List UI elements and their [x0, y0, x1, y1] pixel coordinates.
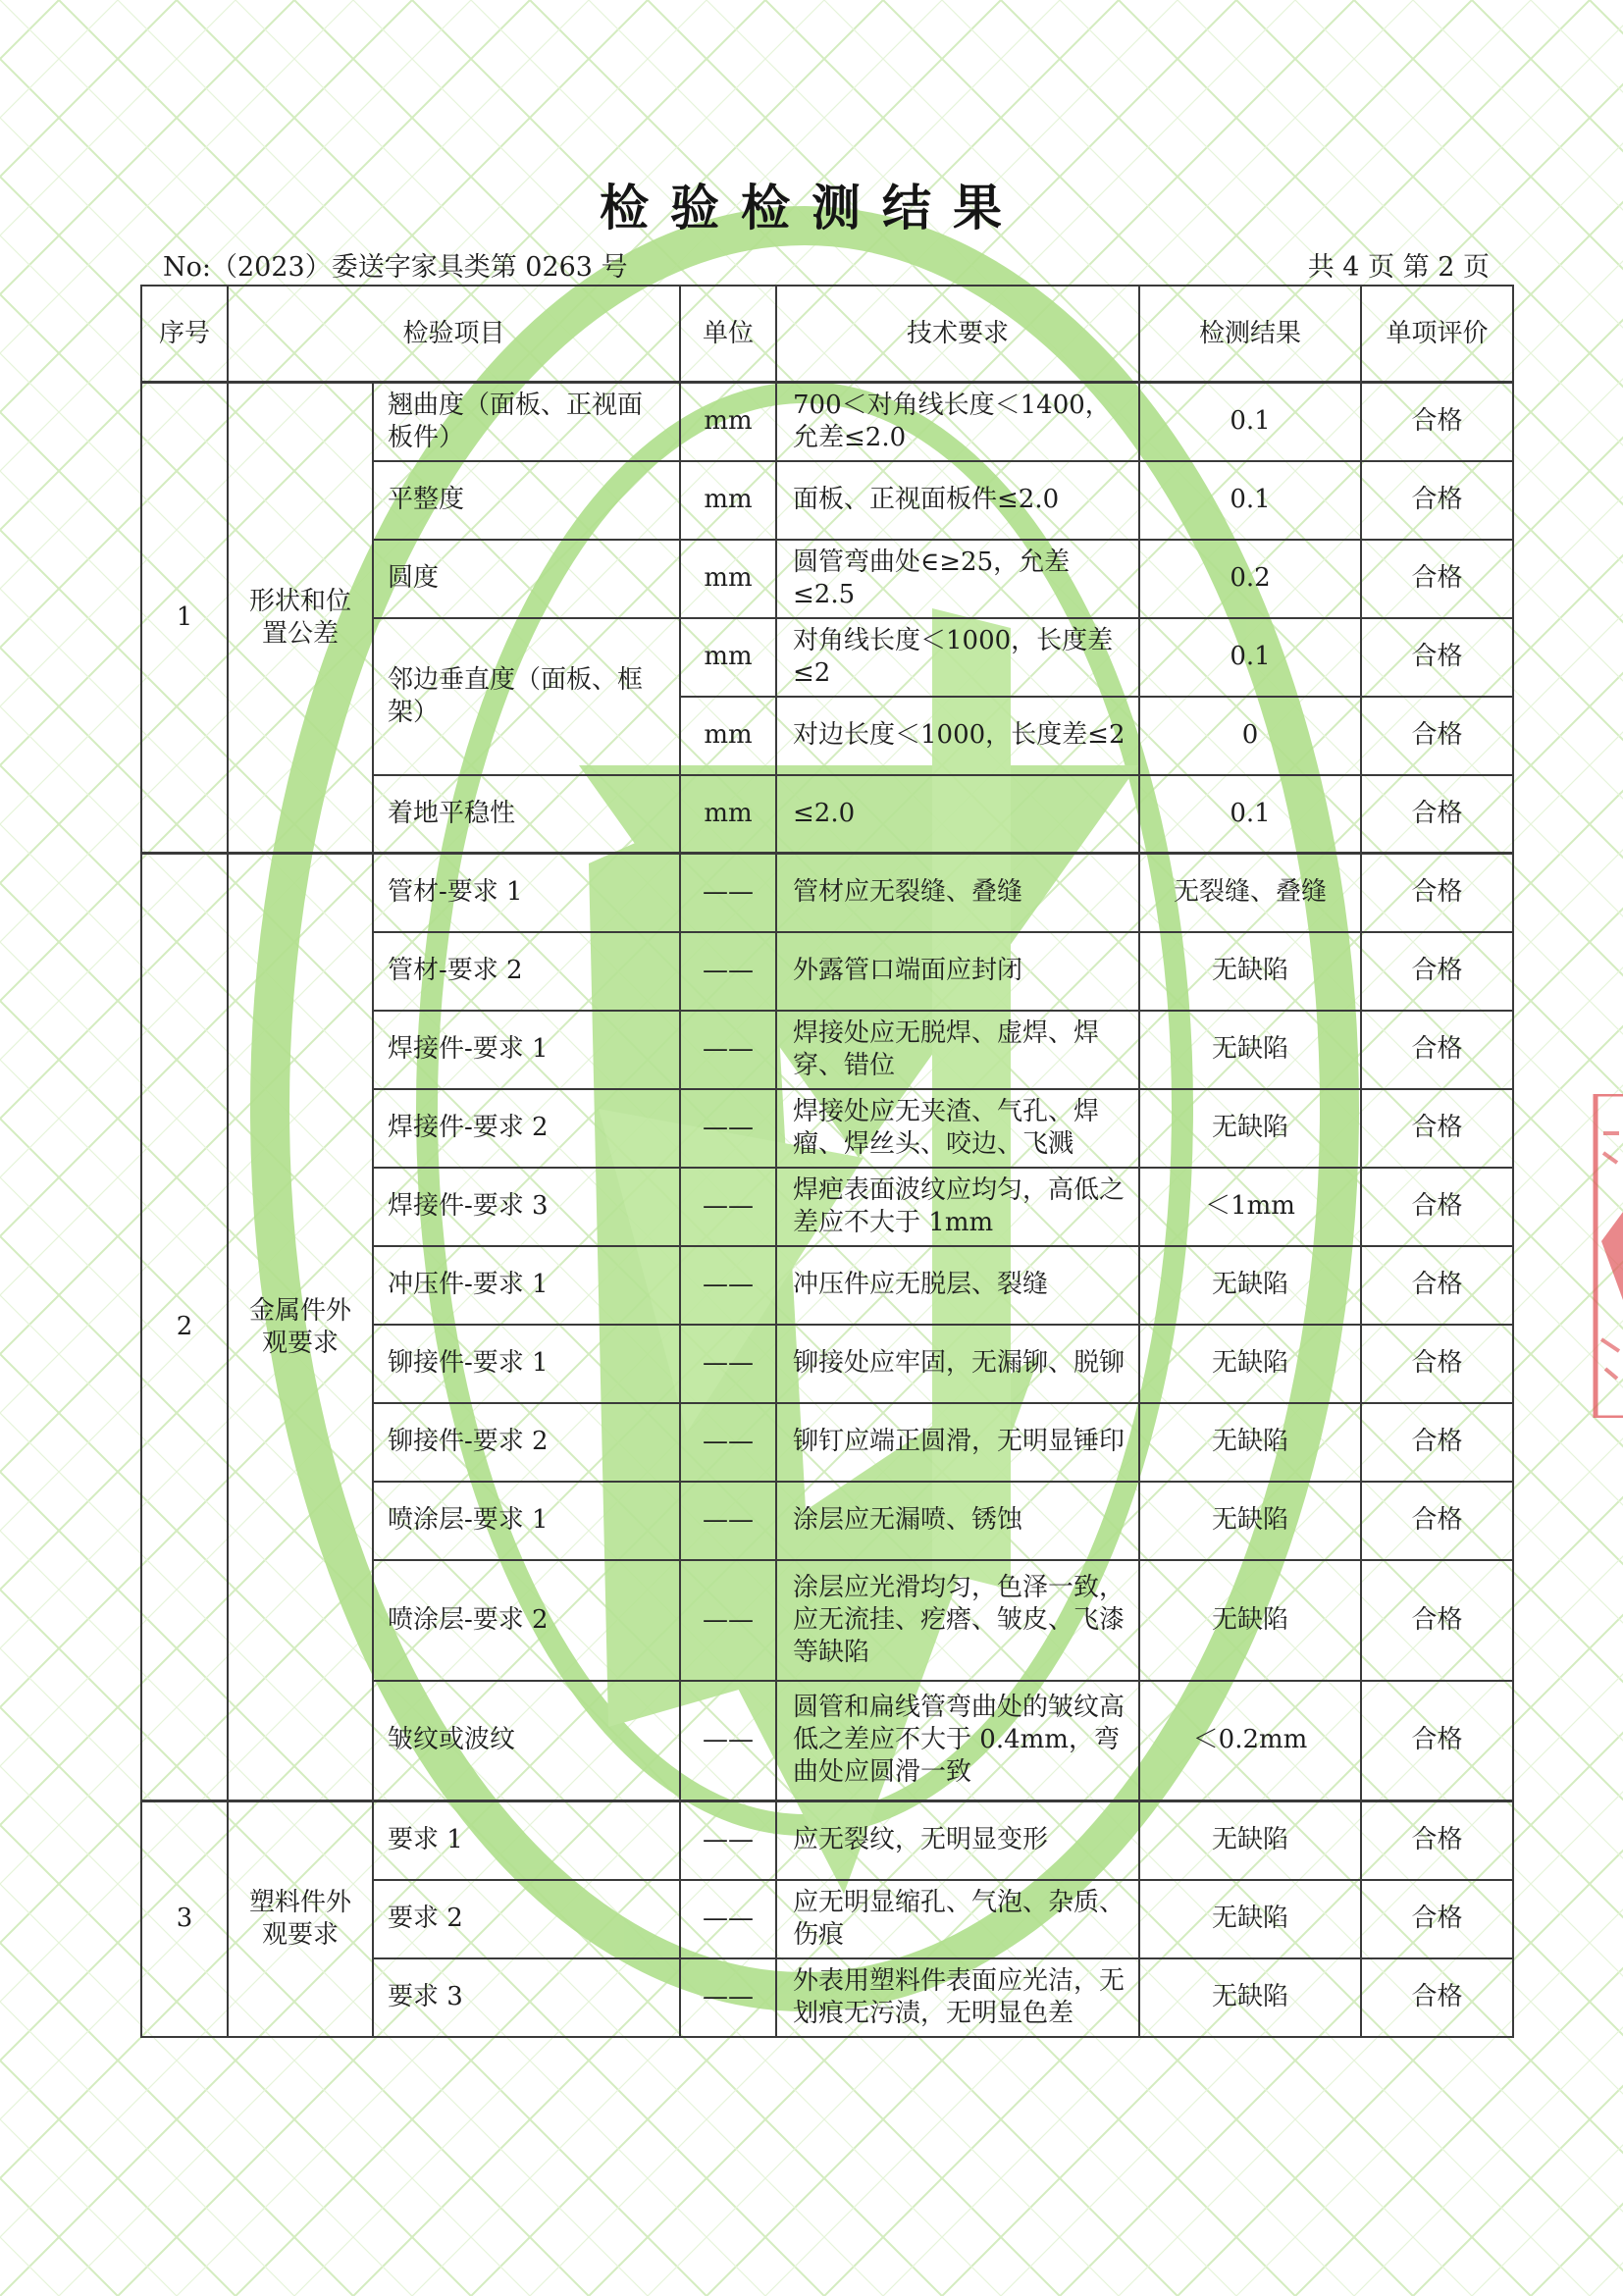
- col-header-evaluation: 单项评价: [1361, 286, 1513, 383]
- red-seal-fragment: [1590, 1094, 1623, 1418]
- item-cell: 皱纹或波纹: [373, 1681, 680, 1801]
- requirement-cell: 铆钉应端正圆滑，无明显锤印: [776, 1403, 1139, 1482]
- result-cell: 0.1: [1139, 383, 1361, 461]
- col-header-no: 序号: [141, 286, 228, 383]
- item-cell: 铆接件-要求 2: [373, 1403, 680, 1482]
- evaluation-cell: 合格: [1361, 1681, 1513, 1801]
- group-name: 形状和位置公差: [228, 383, 373, 854]
- evaluation-cell: 合格: [1361, 540, 1513, 618]
- unit-cell: ——: [680, 1681, 776, 1801]
- page-title: 检验检测结果: [600, 180, 1023, 236]
- result-cell: 无缺陷: [1139, 1880, 1361, 1958]
- result-cell: 无缺陷: [1139, 1482, 1361, 1560]
- table-header-row: [141, 286, 1513, 383]
- result-cell: 无缺陷: [1139, 1801, 1361, 1880]
- col-header-result: 检测结果: [1139, 286, 1361, 383]
- requirement-cell: 应无裂纹，无明显变形: [776, 1801, 1139, 1880]
- result-cell: ＜0.2mm: [1139, 1681, 1361, 1801]
- item-cell: 管材-要求 2: [373, 932, 680, 1011]
- report-number: No:（2023）委送字家具类第 0263 号: [163, 252, 628, 283]
- unit-cell: mm: [680, 383, 776, 461]
- item-cell: 邻边垂直度（面板、框架）: [373, 618, 680, 775]
- unit-cell: ——: [680, 1325, 776, 1403]
- item-cell: 冲压件-要求 1: [373, 1246, 680, 1325]
- result-cell: 无缺陷: [1139, 1011, 1361, 1089]
- result-cell: 无缺陷: [1139, 1246, 1361, 1325]
- evaluation-cell: 合格: [1361, 1880, 1513, 1958]
- item-cell: 管材-要求 1: [373, 854, 680, 932]
- item-cell: 圆度: [373, 540, 680, 618]
- unit-cell: ——: [680, 1089, 776, 1168]
- unit-cell: ——: [680, 1482, 776, 1560]
- results-table: [140, 285, 1514, 2038]
- evaluation-cell: 合格: [1361, 1801, 1513, 1880]
- evaluation-cell: 合格: [1361, 618, 1513, 697]
- item-cell: 喷涂层-要求 1: [373, 1482, 680, 1560]
- item-cell: 焊接件-要求 1: [373, 1011, 680, 1089]
- item-cell: 要求 1: [373, 1801, 680, 1880]
- item-cell: 铆接件-要求 1: [373, 1325, 680, 1403]
- evaluation-cell: 合格: [1361, 1958, 1513, 2037]
- item-cell: 翘曲度（面板、正视面板件）: [373, 383, 680, 461]
- requirement-cell: 涂层应无漏喷、锈蚀: [776, 1482, 1139, 1560]
- item-cell: 平整度: [373, 461, 680, 540]
- evaluation-cell: 合格: [1361, 1089, 1513, 1168]
- result-cell: 0.1: [1139, 461, 1361, 540]
- result-cell: 无缺陷: [1139, 1560, 1361, 1681]
- col-header-item: 检验项目: [228, 286, 680, 383]
- evaluation-cell: 合格: [1361, 1246, 1513, 1325]
- requirement-cell: 焊接处应无夹渣、气孔、焊瘤、焊丝头、咬边、飞溅: [776, 1089, 1139, 1168]
- unit-cell: mm: [680, 461, 776, 540]
- table-row: [141, 1801, 1513, 1880]
- result-cell: 无缺陷: [1139, 932, 1361, 1011]
- requirement-cell: 对边长度＜1000，长度差≤2: [776, 697, 1139, 775]
- result-cell: ＜1mm: [1139, 1168, 1361, 1246]
- result-cell: 无缺陷: [1139, 1403, 1361, 1482]
- requirement-cell: 700＜对角线长度＜1400，允差≤2.0: [776, 383, 1139, 461]
- result-cell: 无缺陷: [1139, 1325, 1361, 1403]
- item-cell: 喷涂层-要求 2: [373, 1560, 680, 1681]
- evaluation-cell: 合格: [1361, 697, 1513, 775]
- unit-cell: ——: [680, 1560, 776, 1681]
- evaluation-cell: 合格: [1361, 461, 1513, 540]
- group-no: 1: [141, 383, 228, 854]
- item-cell: 着地平稳性: [373, 775, 680, 854]
- evaluation-cell: 合格: [1361, 775, 1513, 854]
- table-row: [141, 854, 1513, 932]
- requirement-cell: 焊接处应无脱焊、虚焊、焊穿、错位: [776, 1011, 1139, 1089]
- evaluation-cell: 合格: [1361, 1325, 1513, 1403]
- group-name: 塑料件外观要求: [228, 1801, 373, 2037]
- requirement-cell: 管材应无裂缝、叠缝: [776, 854, 1139, 932]
- unit-cell: ——: [680, 1801, 776, 1880]
- group-no: 2: [141, 854, 228, 1801]
- result-cell: 无缺陷: [1139, 1958, 1361, 2037]
- group-name: 金属件外观要求: [228, 854, 373, 1801]
- unit-cell: ——: [680, 1880, 776, 1958]
- unit-cell: mm: [680, 540, 776, 618]
- requirement-cell: 对角线长度＜1000，长度差≤2: [776, 618, 1139, 697]
- evaluation-cell: 合格: [1361, 383, 1513, 461]
- item-cell: 焊接件-要求 2: [373, 1089, 680, 1168]
- item-cell: 要求 2: [373, 1880, 680, 1958]
- result-cell: 0.1: [1139, 775, 1361, 854]
- requirement-cell: 外露管口端面应封闭: [776, 932, 1139, 1011]
- evaluation-cell: 合格: [1361, 1560, 1513, 1681]
- evaluation-cell: 合格: [1361, 1168, 1513, 1246]
- unit-cell: mm: [680, 697, 776, 775]
- unit-cell: ——: [680, 1168, 776, 1246]
- requirement-cell: 焊疤表面波纹应均匀，高低之差应不大于 1mm: [776, 1168, 1139, 1246]
- result-cell: 0.2: [1139, 540, 1361, 618]
- evaluation-cell: 合格: [1361, 1011, 1513, 1089]
- requirement-cell: 面板、正视面板件≤2.0: [776, 461, 1139, 540]
- table-row: [141, 383, 1513, 461]
- evaluation-cell: 合格: [1361, 1482, 1513, 1560]
- unit-cell: mm: [680, 775, 776, 854]
- group-no: 3: [141, 1801, 228, 2037]
- col-header-unit: 单位: [680, 286, 776, 383]
- item-cell: 要求 3: [373, 1958, 680, 2037]
- unit-cell: mm: [680, 618, 776, 697]
- result-cell: 无缺陷: [1139, 1089, 1361, 1168]
- unit-cell: ——: [680, 1958, 776, 2037]
- unit-cell: ——: [680, 932, 776, 1011]
- requirement-cell: 涂层应光滑均匀，色泽一致，应无流挂、疙瘩、皱皮、飞漆等缺陷: [776, 1560, 1139, 1681]
- evaluation-cell: 合格: [1361, 1403, 1513, 1482]
- evaluation-cell: 合格: [1361, 932, 1513, 1011]
- evaluation-cell: 合格: [1361, 854, 1513, 932]
- requirement-cell: ≤2.0: [776, 775, 1139, 854]
- item-cell: 焊接件-要求 3: [373, 1168, 680, 1246]
- requirement-cell: 铆接处应牢固，无漏铆、脱铆: [776, 1325, 1139, 1403]
- requirement-cell: 圆管弯曲处∈≥25，允差≤2.5: [776, 540, 1139, 618]
- requirement-cell: 外表用塑料件表面应光洁，无划痕无污渍，无明显色差: [776, 1958, 1139, 2037]
- result-cell: 无裂缝、叠缝: [1139, 854, 1361, 932]
- unit-cell: ——: [680, 1246, 776, 1325]
- result-cell: 0.1: [1139, 618, 1361, 697]
- page-indicator: 共 4 页 第 2 页: [1307, 252, 1490, 283]
- unit-cell: ——: [680, 1403, 776, 1482]
- requirement-cell: 圆管和扁线管弯曲处的皱纹高低之差应不大于 0.4mm，弯曲处应圆滑一致: [776, 1681, 1139, 1801]
- result-cell: 0: [1139, 697, 1361, 775]
- col-header-requirement: 技术要求: [776, 286, 1139, 383]
- unit-cell: ——: [680, 1011, 776, 1089]
- requirement-cell: 冲压件应无脱层、裂缝: [776, 1246, 1139, 1325]
- requirement-cell: 应无明显缩孔、气泡、杂质、伤痕: [776, 1880, 1139, 1958]
- unit-cell: ——: [680, 854, 776, 932]
